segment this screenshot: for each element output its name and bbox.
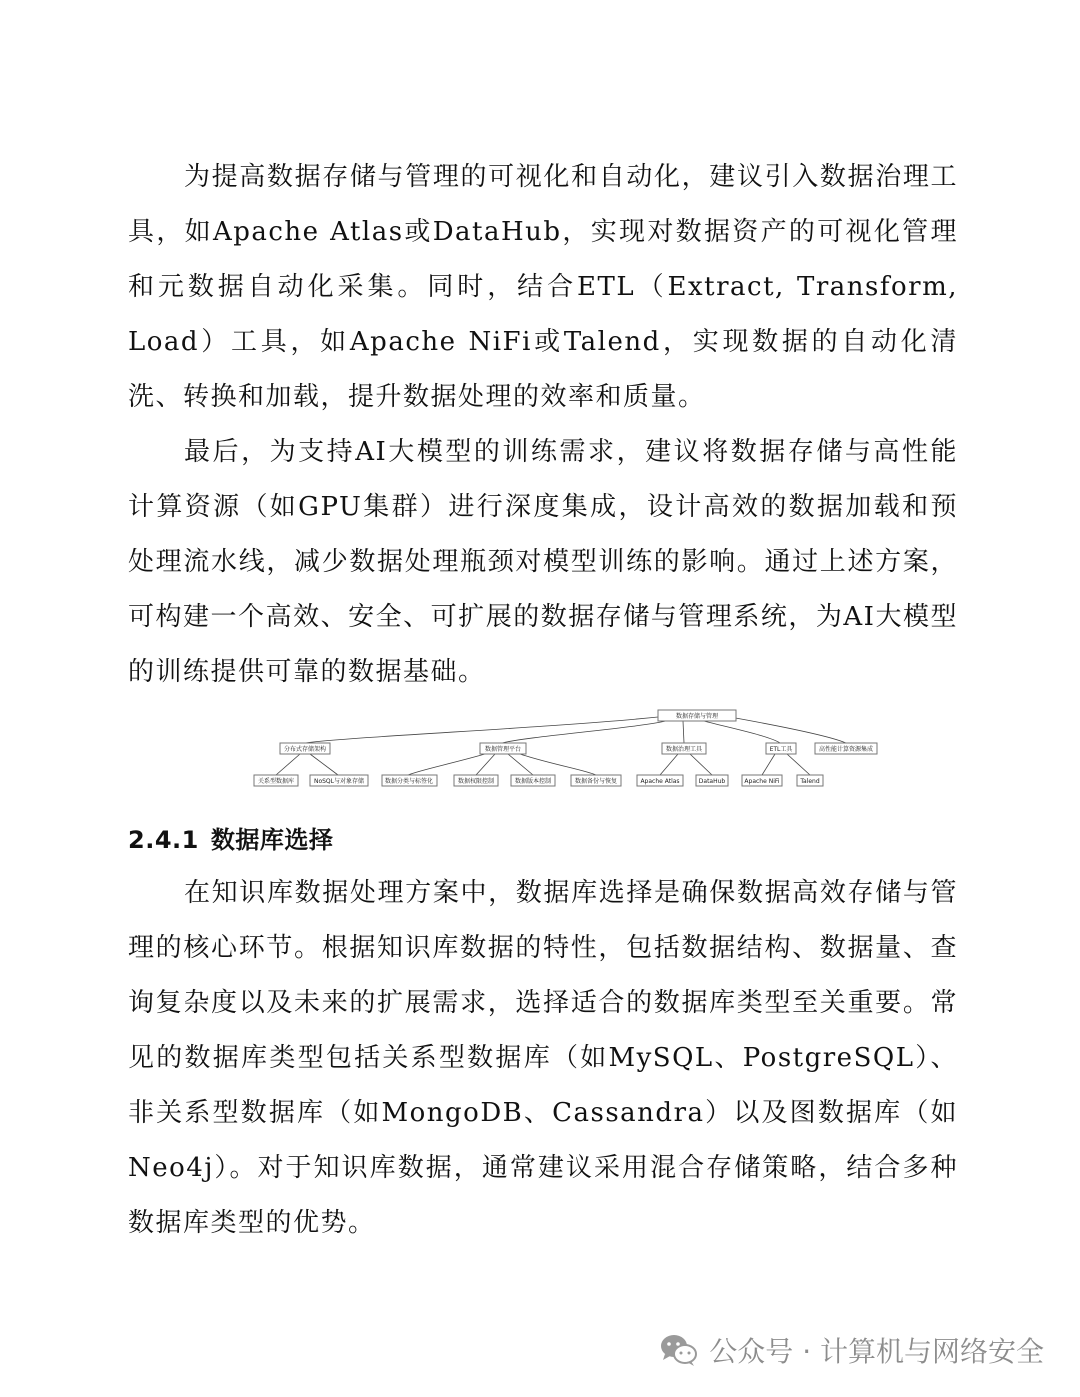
edge-governance-atlas	[660, 754, 678, 775]
diagram-node-talend	[797, 775, 823, 786]
diagram-node-classification	[382, 775, 437, 786]
diagram-node-datahub	[696, 775, 728, 786]
svg-text:数据权限控制: 数据权限控制	[457, 778, 495, 785]
edge-root-governance	[683, 721, 684, 743]
svg-text:数据治理工具: 数据治理工具	[665, 746, 703, 753]
architecture-tree-diagram	[250, 706, 910, 792]
svg-text:Apache Atlas: Apache Atlas	[640, 778, 680, 785]
paragraph-conclusion: 最后，为支持AI大模型的训练需求，建议将数据存储与高性能计算资源（如GPU集群）进行深度集成，设计高效的数据加载和预处理流水线，减少数据处理瓶颈对模型训练的影响。通过上述方案，可构建一个高效、安全、可扩展的数据存储与管理系统，为AI大模型的训练提供可靠的数据基础。	[128, 437, 958, 687]
diagram-node-etl-tools	[766, 743, 796, 754]
diagram-node-data-platform	[480, 743, 526, 754]
svg-text:ETL工具: ETL工具	[769, 746, 793, 753]
wechat-icon	[659, 1333, 697, 1367]
svg-text:数据备份与恢复: 数据备份与恢复	[574, 778, 618, 785]
diagram-node-permission	[454, 775, 498, 786]
edge-storage-relational	[276, 754, 300, 775]
svg-text:DataHub: DataHub	[698, 778, 726, 785]
edge-etl-nifi	[762, 754, 775, 775]
svg-text:数据版本控制: 数据版本控制	[514, 778, 552, 785]
diagram-node-apache-nifi	[742, 775, 782, 786]
diagram-node-versioning	[511, 775, 555, 786]
diagram-node-backup	[571, 775, 621, 786]
edge-root-hpc	[730, 717, 846, 743]
diagram-node-hpc-integration	[815, 743, 877, 754]
svg-text:关系型数据库: 关系型数据库	[257, 778, 295, 785]
edge-root-etl	[700, 720, 780, 743]
svg-text:高性能计算资源集成: 高性能计算资源集成	[818, 746, 874, 753]
diagram-node-nosql-object	[310, 775, 368, 786]
diagram-node-governance-tools	[662, 743, 706, 754]
section-title: 数据库选择	[210, 826, 334, 854]
edge-etl-talend	[787, 754, 810, 775]
svg-text:Talend: Talend	[800, 778, 820, 785]
edge-root-storage	[305, 717, 658, 743]
section-number: 2.4.1	[128, 826, 199, 854]
edge-platform-classify	[408, 754, 485, 775]
diagram-node-distributed-storage	[280, 743, 330, 754]
svg-text:NoSQL与对象存储: NoSQL与对象存储	[313, 778, 365, 785]
diagram-node-apache-atlas	[637, 775, 683, 786]
edge-platform-permission	[476, 754, 495, 775]
edge-governance-datahub	[690, 754, 712, 775]
section-heading	[128, 820, 333, 855]
edge-storage-nosql	[310, 754, 338, 775]
edge-platform-backup	[520, 754, 596, 775]
watermark-text: 公众号 · 计算机与网络安全	[709, 1335, 1044, 1368]
svg-text:数据存储与管理: 数据存储与管理	[675, 713, 719, 720]
diagram-node-relational-db	[254, 775, 298, 786]
svg-text:数据分类与标签化: 数据分类与标签化	[384, 778, 434, 785]
watermark-footer	[659, 1330, 1044, 1370]
svg-text:分布式存储架构: 分布式存储架构	[283, 746, 327, 753]
paragraph-database-selection: 在知识库数据处理方案中，数据库选择是确保数据高效存储与管理的核心环节。根据知识库数据的特性，包括数据结构、数据量、查询复杂度以及未来的扩展需求，选择适合的数据库类型至关重要。常见的数据库类型包括关系型数据库（如MySQL、PostgreSQL）、非关系型数据库（如MongoDB、Cassandra）以及图数据库（如Neo4j）。对于知识库数据，通常建议采用混合存储策略，结合多种数据库类型的优势。	[128, 878, 958, 1238]
diagram-node-root	[658, 710, 736, 721]
svg-text:Apache NiFi: Apache NiFi	[744, 778, 780, 785]
paragraph-data-governance: 为提高数据存储与管理的可视化和自动化，建议引入数据治理工具，如Apache Atlas或DataHub，实现对数据资产的可视化管理和元数据自动化采集。同时，结合ETL（Extract, Transform, Load）工具，如Apache NiFi或Talend，实现数据的自动化清洗、转换和加载，提升数据处理的效率和质量。	[128, 162, 958, 412]
diagram-edges	[276, 717, 846, 775]
svg-text:数据管理平台: 数据管理平台	[484, 746, 522, 753]
